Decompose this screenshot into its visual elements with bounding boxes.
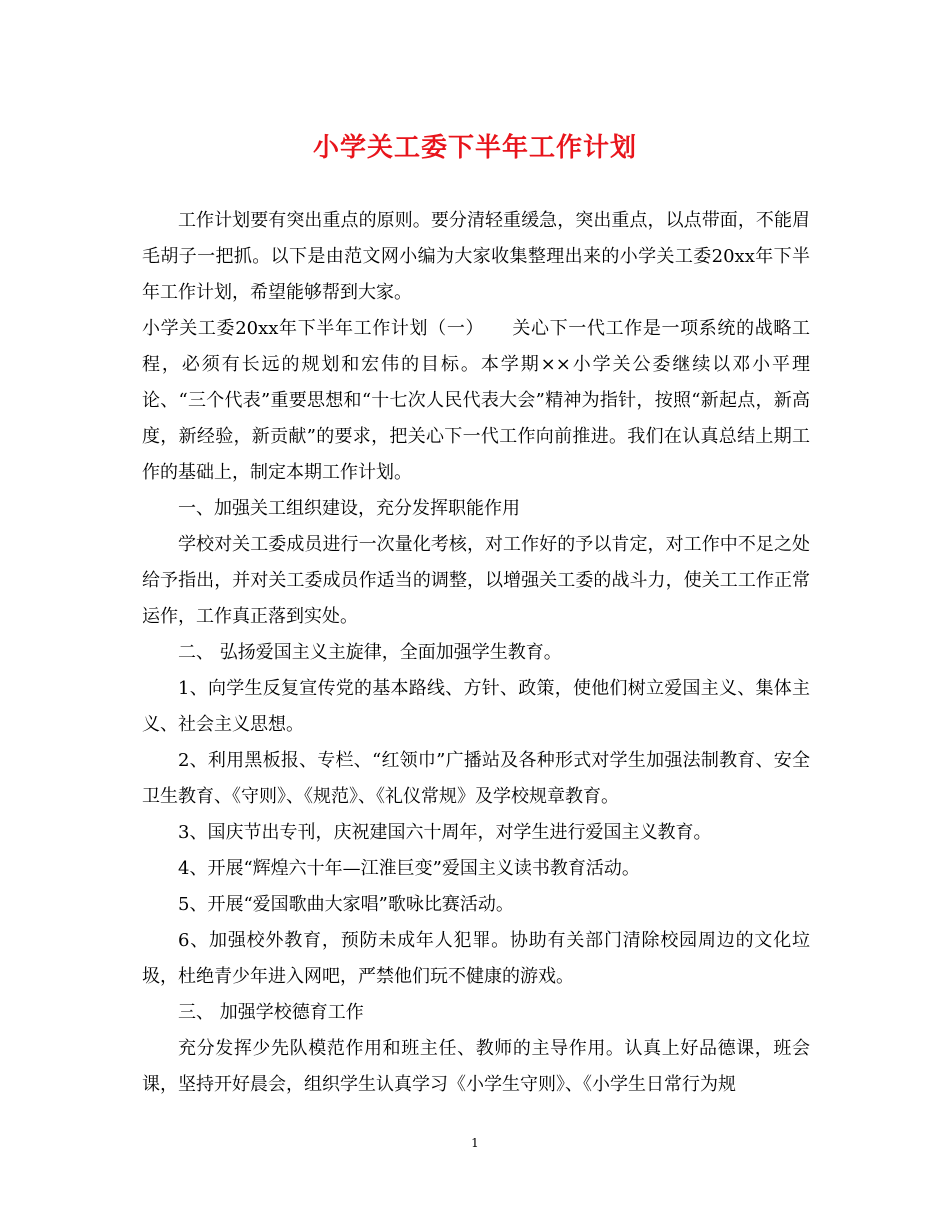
- page-number: 1: [471, 1136, 479, 1150]
- section-heading-2: 二、 弘扬爱国主义主旋律，全面加强学生教育。: [178, 642, 562, 663]
- list-item-4: 4、开展“辉煌六十年—江淮巨变”爱国主义读书教育活动。: [178, 858, 640, 879]
- paragraph-section-1: 学校对关工委成员进行一次量化考核，对工作好的予以肯定，对工作中不足之处给予指出，并对关工委成员作适当的调整，以增强关工委的战斗力，使关工工作正常运作，工作真正落到实处。: [142, 534, 810, 627]
- document-title: 小学关工委下半年工作计划: [312, 133, 637, 163]
- list-item-1: 1、向学生反复宣传党的基本路线、方针、政策，使他们树立爱国主义、集体主义、社会主义思想。: [142, 678, 810, 735]
- list-item-2: 2、利用黑板报、专栏、“红领巾”广播站及各种形式对学生加强法制教育、安全卫生教育、《守则》、《规范》、《礼仪常规》及学校规章教育。: [142, 750, 810, 807]
- paragraph-plan-one: 小学关工委20xx年下半年工作计划（一） 关心下一代工作是一项系统的战略工程，必须有长远的规划和宏伟的目标。本学期××小学关公委继续以邓小平理论、“三个代表”重要思想和“十七次人民代表大会”精神为指针，按照“新起点，新高度，新经验，新贡献”的要求，把关心下一代工作向前推进。我们在认真总结上期工作的基础上，制定本期工作计划。: [142, 318, 810, 483]
- list-item-6: 6、加强校外教育，预防未成年人犯罪。协助有关部门清除校园周边的文化垃圾，杜绝青少年进入网吧，严禁他们玩不健康的游戏。: [142, 930, 810, 987]
- list-item-5: 5、开展“爱国歌曲大家唱”歌咏比赛活动。: [178, 894, 514, 915]
- section-heading-1: 一、加强关工组织建设，充分发挥职能作用: [178, 498, 520, 519]
- section-heading-3: 三、 加强学校德育工作: [178, 1002, 364, 1023]
- document-body: [142, 203, 810, 1103]
- paragraph-section-3: 充分发挥少先队模范作用和班主任、教师的主导作用。认真上好品德课，班会课，坚持开好晨会，组织学生认真学习《小学生守则》、《小学生日常行为规: [142, 1038, 810, 1095]
- paragraph-intro: 工作计划要有突出重点的原则。要分清轻重缓急，突出重点，以点带面，不能眉毛胡子一把抓。以下是由范文网小编为大家收集整理出来的小学关工委20xx年下半年工作计划，希望能够帮到大家。: [142, 210, 810, 303]
- list-item-3: 3、国庆节出专刊，庆祝建国六十周年，对学生进行爱国主义教育。: [178, 822, 712, 843]
